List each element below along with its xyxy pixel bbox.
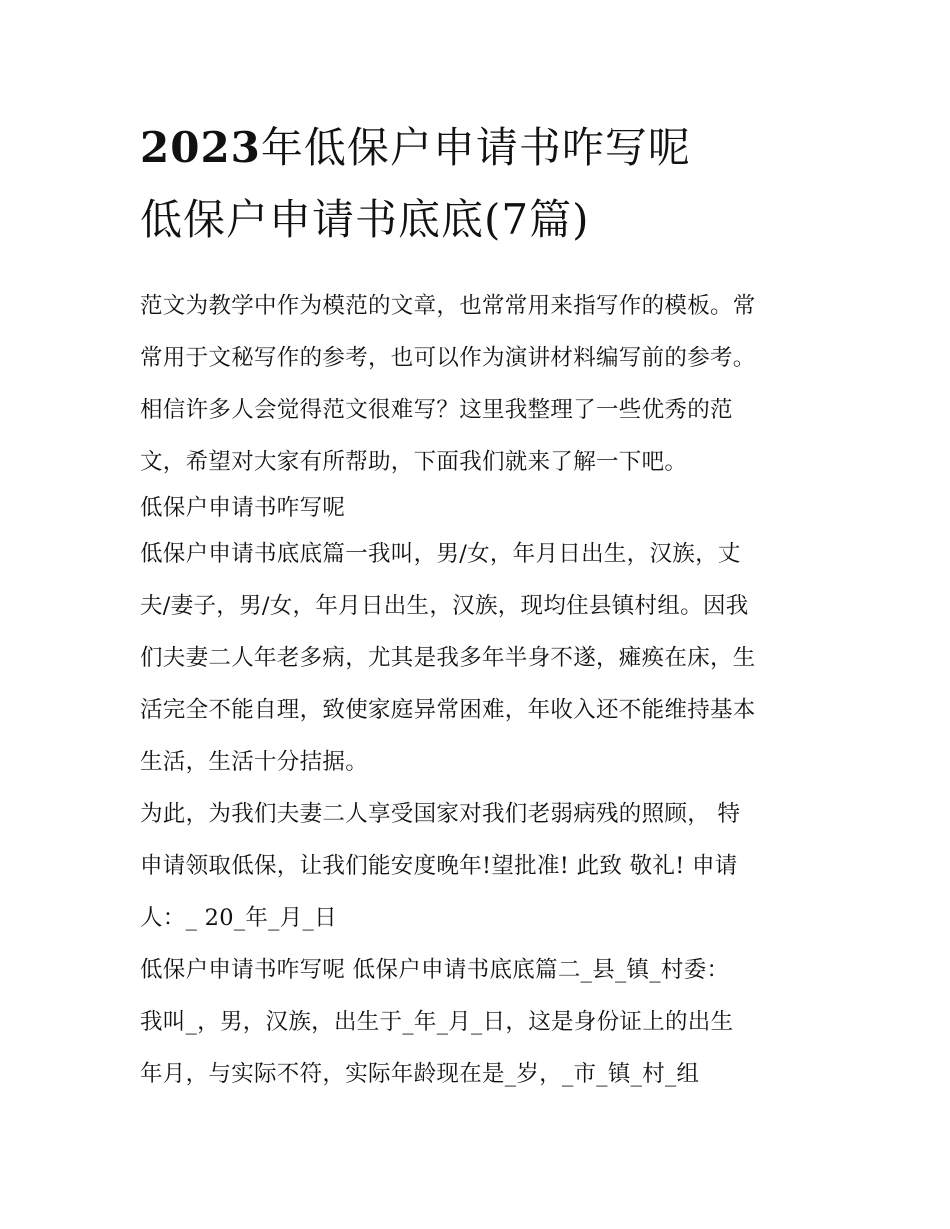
body-line: 们夫妻二人年老多病，尤其是我多年半身不遂，瘫痪在床，生 bbox=[140, 645, 756, 671]
title-line-1 bbox=[140, 123, 691, 172]
body-line: 年月，与实际不符，实际年龄现在是_岁，_市_镇_村_组 bbox=[140, 1061, 700, 1087]
body-line: 活完全不能自理，致使家庭异常困难，年收入还不能维持基本 bbox=[140, 697, 756, 723]
document-body bbox=[140, 280, 812, 1100]
title-line-2: 低保户申请书底底(7篇) bbox=[140, 195, 590, 244]
body-line: 夫/妻子，男/女，年月日出生，汉族，现均住县镇村组。因我 bbox=[140, 593, 749, 619]
body-line: 人：_ 20_年_月_日 bbox=[140, 905, 337, 931]
body-line: 我叫_，男，汉族，出生于_年_月_日，这是身份证上的出生 bbox=[140, 1009, 734, 1035]
document-title bbox=[140, 112, 820, 256]
body-line: 低保户申请书底底篇一我叫，男/女，年月日出生，汉族，丈 bbox=[140, 541, 741, 567]
body-line: 生活，生活十分拮据。 bbox=[140, 749, 369, 775]
title-year: 2023 bbox=[140, 123, 261, 172]
body-line: 低保户申请书咋写呢 低保户申请书底底篇二_县_镇_村委： bbox=[140, 957, 730, 983]
body-line: 文，希望对大家有所帮助，下面我们就来了解一下吧。 bbox=[140, 449, 688, 475]
body-line: 为此，为我们夫妻二人享受国家对我们老弱病残的照顾， 特 bbox=[140, 801, 741, 827]
body-line: 范文为教学中作为模范的文章，也常常用来指写作的模板。常 bbox=[140, 293, 756, 319]
section-heading: 低保户申请书咋写呢 bbox=[140, 495, 346, 521]
body-line: 相信许多人会觉得范文很难写？这里我整理了一些优秀的范 bbox=[140, 397, 733, 423]
body-line: 常用于文秘写作的参考，也可以作为演讲材料编写前的参考。 bbox=[140, 345, 756, 371]
title-line-1-text: 年低保户申请书咋写呢 bbox=[260, 123, 691, 172]
body-line: 申请领取低保，让我们能安度晚年!望批准! 此致 敬礼! 申请 bbox=[140, 853, 738, 879]
